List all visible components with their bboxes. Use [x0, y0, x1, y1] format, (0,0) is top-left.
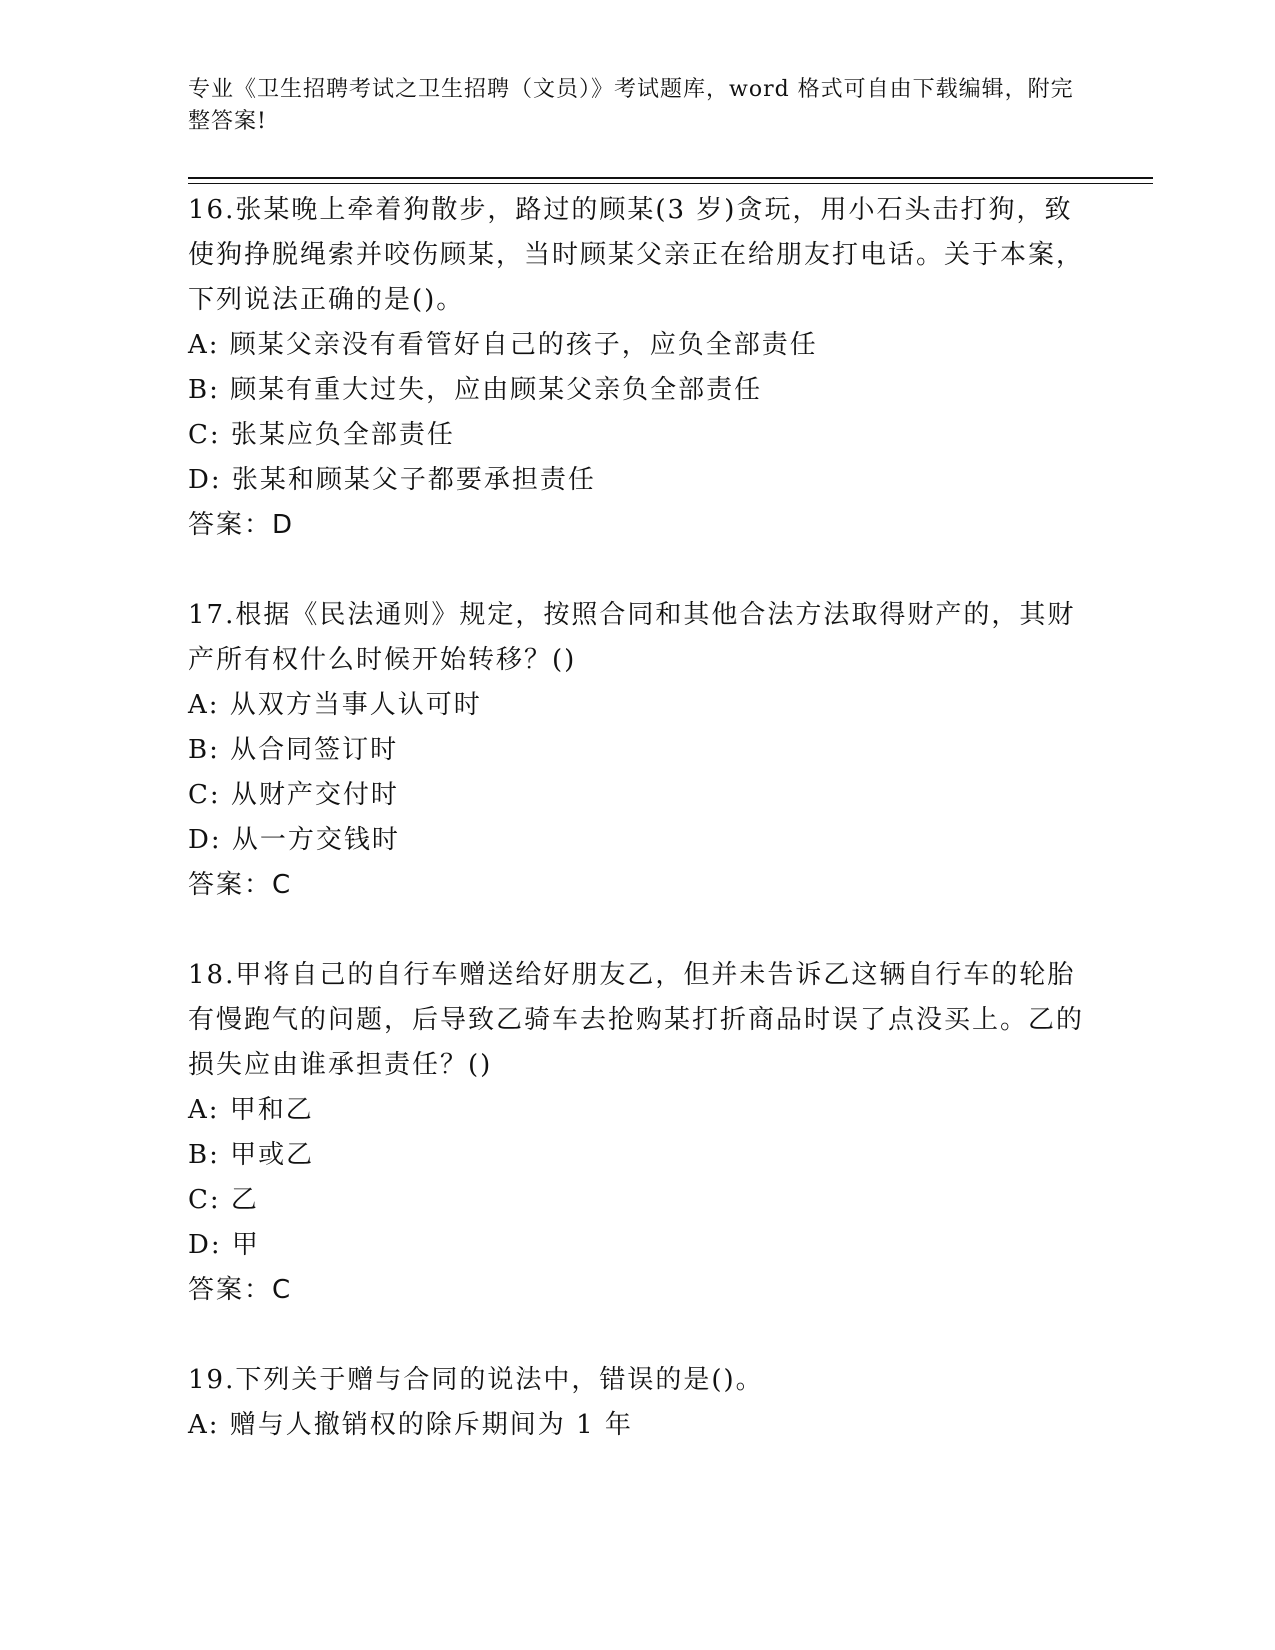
answer-line: 答案：C — [188, 870, 293, 900]
question-stem: 18.甲将自己的自行车赠送给好朋友乙，但并未告诉乙这辆自行车的轮胎有慢跑气的问题，后导致乙骑车去抢购某打折商品时误了点没买上。乙的损失应由谁承担责任？() — [188, 960, 1085, 1080]
question-stem: 16.张某晚上牵着狗散步，路过的顾某(3 岁)贪玩，用小石头击打狗，致使狗挣脱绳索并咬伤顾某，当时顾某父亲正在给朋友打电话。关于本案，下列说法正确的是()。 — [188, 195, 1085, 315]
option-d: D: 甲 — [188, 1230, 260, 1260]
option-d: D: 从一方交钱时 — [188, 825, 400, 855]
option-b: B: 顾某有重大过失，应由顾某父亲负全部责任 — [188, 375, 763, 405]
option-b: B: 从合同签订时 — [188, 735, 399, 765]
option-c: C: 乙 — [188, 1185, 259, 1215]
question-list — [188, 188, 1088, 1493]
option-a: A: 甲和乙 — [188, 1095, 314, 1125]
answer-line: 答案：C — [188, 1275, 293, 1305]
question-16 — [188, 188, 1088, 548]
question-18 — [188, 953, 1088, 1313]
question-19 — [188, 1358, 1088, 1448]
option-a: A: 赠与人撤销权的除斥期间为 1 年 — [188, 1410, 633, 1440]
option-a: A: 从双方当事人认可时 — [188, 690, 482, 720]
option-c: C: 从财产交付时 — [188, 780, 399, 810]
question-17 — [188, 593, 1088, 908]
option-c: C: 张某应负全部责任 — [188, 420, 455, 450]
document-header: 专业《卫生招聘考试之卫生招聘（文员）》考试题库，word 格式可自由下载编辑，附完整答案! — [188, 77, 1074, 134]
option-d: D: 张某和顾某父子都要承担责任 — [188, 465, 596, 495]
option-a: A: 顾某父亲没有看管好自己的孩子，应负全部责任 — [188, 330, 818, 360]
option-b: B: 甲或乙 — [188, 1140, 315, 1170]
question-stem: 19.下列关于赠与合同的说法中，错误的是()。 — [188, 1365, 764, 1395]
question-stem: 17.根据《民法通则》规定，按照合同和其他合法方法取得财产的，其财产所有权什么时候开始转移？() — [188, 600, 1076, 675]
header-divider-thick — [188, 177, 1153, 179]
header-divider-thin — [188, 183, 1153, 184]
answer-line: 答案：D — [188, 510, 295, 540]
